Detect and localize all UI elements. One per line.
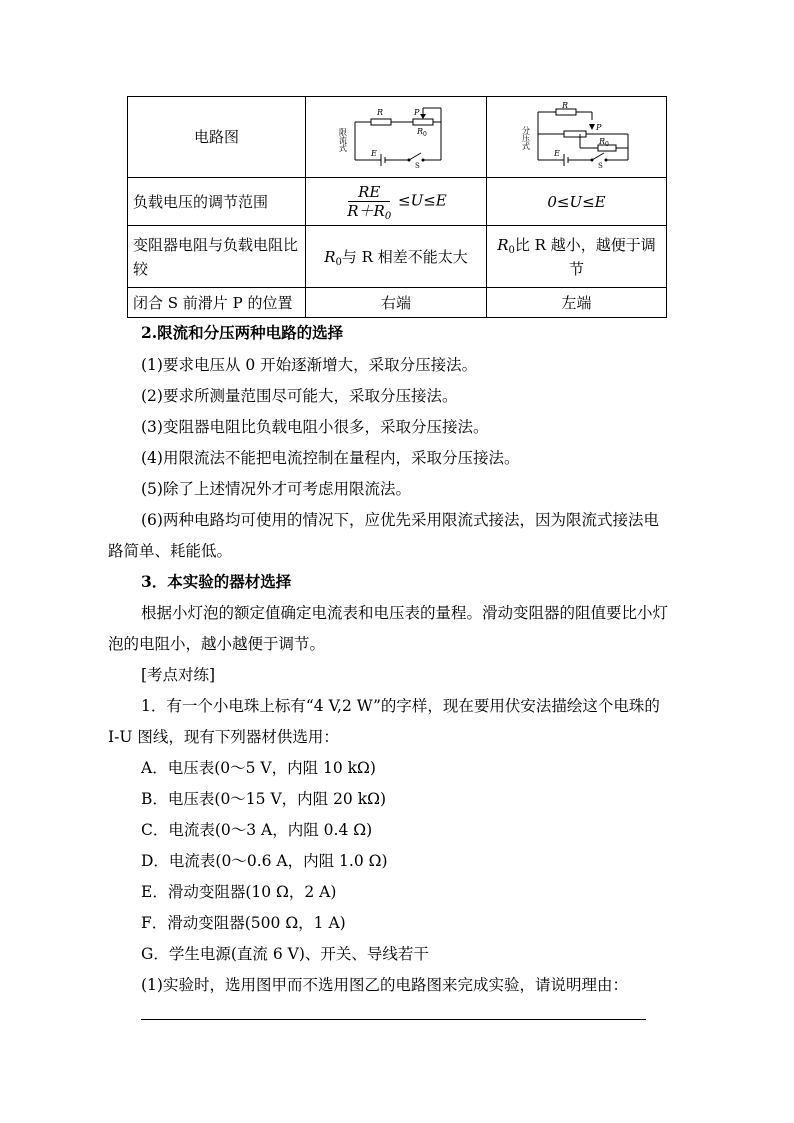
current-limiting-voltage-range: $\frac{RE}{R+R_0}$ ≤U≤E [306, 178, 487, 226]
voltage-divider-slider-position: 左端 [487, 288, 667, 318]
section-3-title: 3．本实验的器材选择 [141, 572, 292, 591]
voltage-divider-resistance-comparison: $R_0$比 R 越小，越便于调节 [487, 226, 667, 288]
source-e-label: E [553, 149, 560, 158]
sub-question-1: (1)实验时，选用图甲而不选用图乙的电路图来完成实验，请说明理由： [141, 976, 628, 994]
table-row [128, 226, 667, 288]
load-r0-label: $R_0$ [417, 127, 427, 138]
source-e-label: E [371, 149, 377, 158]
list-item: (6)两种电路均可使用的情况下，应优先采用限流式接法，因为限流式接法电 [141, 511, 659, 529]
list-item: (5)除了上述情况外才可考虑用限流法。 [141, 480, 411, 498]
switch-s-label: S [415, 162, 420, 170]
list-item: (1)要求电压从 0 开始逐渐增大，采取分压接法。 [141, 356, 478, 374]
list-item-continuation: 路简单、耗能低。 [108, 542, 233, 560]
answer-blank-line [141, 1019, 646, 1020]
option-f: F．滑动变阻器(500 Ω，1 A) [141, 914, 346, 932]
option-g: G．学生电源(直流 6 V)、开关、导线若干 [141, 945, 429, 963]
list-item: (4)用限流法不能把电流控制在量程内，采取分压接法。 [141, 449, 520, 467]
question-1-line-1: 1．有一个小电珠上标有“4 V,2 W”的字样，现在要用伏安法描绘这个电珠的 [141, 697, 660, 715]
option-d: D．电流表(0～0.6 A，内阻 1.0 Ω) [141, 852, 388, 870]
voltage-fraction: $\frac{RE}{R+R_0}$ [347, 183, 392, 222]
load-r0-label: $R_0$ [598, 137, 609, 148]
voltage-divider-diagram-cell [487, 97, 667, 178]
circuit-comparison-table [127, 96, 667, 318]
list-item: (3)变阻器电阻比负载电阻小很多，采取分压接法。 [141, 418, 489, 436]
option-a: A．电压表(0～5 V，内阻 10 kΩ) [141, 759, 376, 777]
option-e: E．滑动变阻器(10 Ω，2 A) [141, 883, 337, 901]
resistor-r-label: R [561, 101, 568, 110]
table-row [128, 288, 667, 318]
current-limiting-side-label: 限流式 [338, 128, 348, 152]
question-1-line-2: I-U 图线，现有下列器材供选用： [108, 728, 339, 746]
table-row [128, 178, 667, 226]
resistor-r-label: R [377, 108, 384, 117]
slider-p-label: P [595, 123, 601, 132]
voltage-divider-side-label: 分压式 [521, 126, 530, 150]
list-item: (2)要求所测量范围尽可能大，采取分压接法。 [141, 387, 458, 405]
voltage-divider-voltage-range: 0≤U≤E [487, 178, 667, 226]
practice-heading: [考点对练] [141, 666, 216, 684]
current-limiting-slider-position: 右端 [306, 288, 487, 318]
row-label-voltage-range: 负载电压的调节范围 [128, 178, 306, 226]
current-limiting-diagram-cell [306, 97, 487, 178]
current-limiting-circuit-diagram [338, 104, 451, 170]
paragraph-line: 泡的电阻小，越小越便于调节。 [108, 635, 326, 653]
row-label-circuit: 电路图 [128, 97, 306, 178]
option-b: B．电压表(0～15 V，内阻 20 kΩ) [141, 790, 387, 808]
row-label-slider-position: 闭合 S 前滑片 P 的位置 [128, 288, 306, 318]
row-label-resistance-comparison: 变阻器电阻与负载电阻比较 [128, 226, 306, 288]
switch-s-label: S [597, 162, 603, 170]
voltage-divider-circuit-diagram [521, 101, 632, 170]
option-c: C．电流表(0～3 A，内阻 0.4 Ω) [141, 821, 373, 839]
table-row [128, 97, 667, 178]
paragraph-line: 根据小灯泡的额定值确定电流表和电压表的量程。滑动变阻器的阻值要比小灯 [141, 604, 669, 622]
slider-p-label: P [414, 108, 420, 117]
section-2-title: 2.限流和分压两种电路的选择 [141, 323, 344, 342]
current-limiting-resistance-comparison: $R_0$与 R 相差不能太大 [306, 226, 487, 288]
